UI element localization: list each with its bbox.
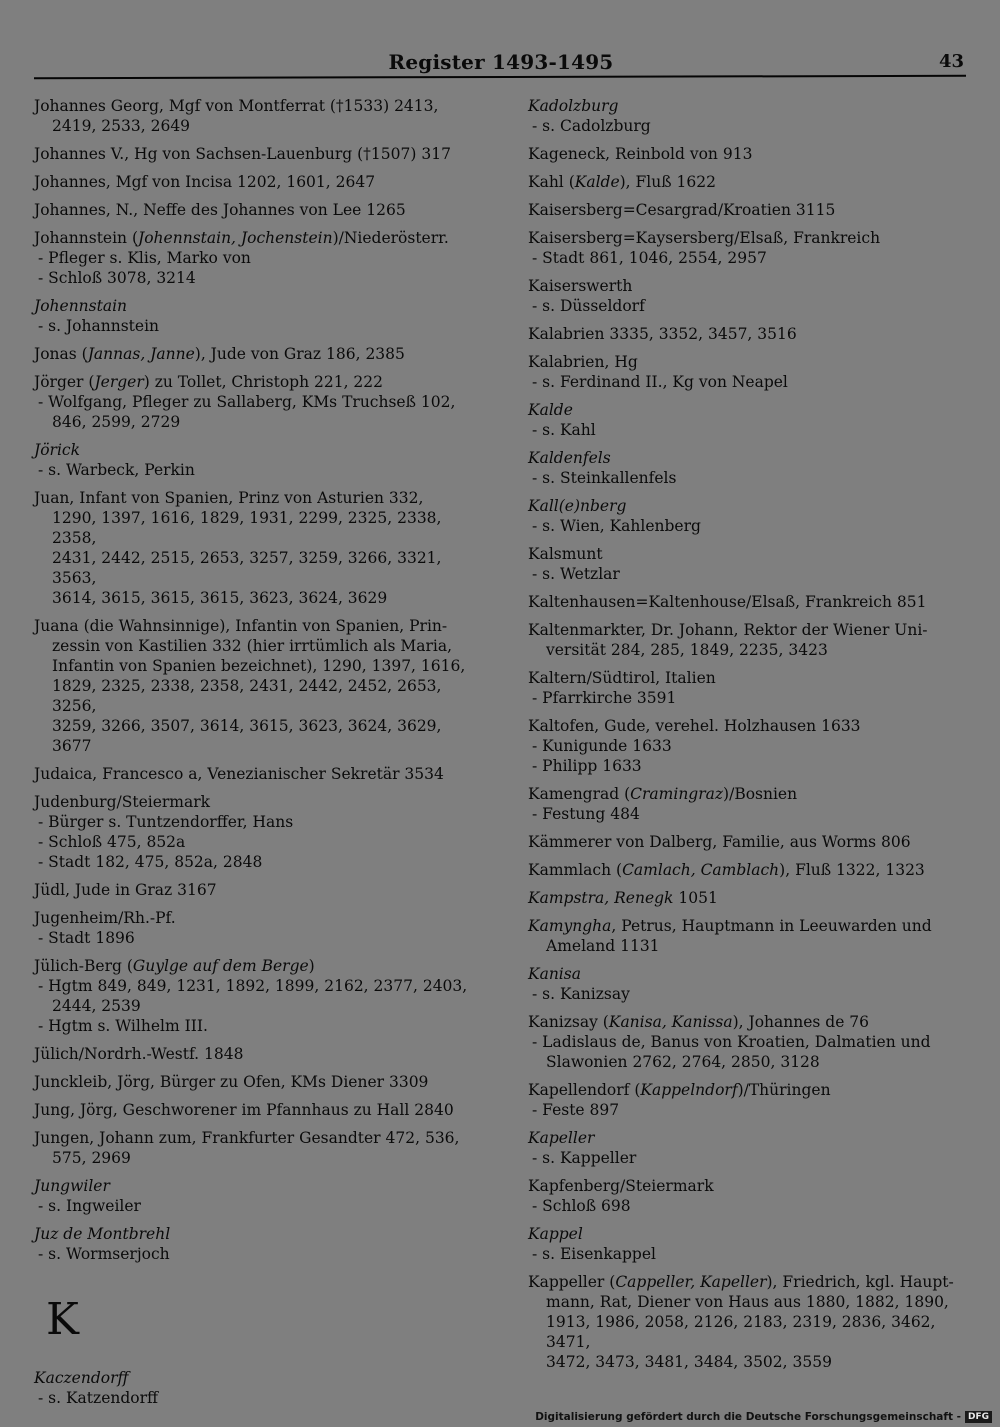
section-letter: K [46, 1294, 79, 1345]
heading-part: Kampstra, Renegk [528, 889, 674, 907]
sub-entry: - s. Katzendorff [38, 1389, 159, 1407]
continuation-line: 846, 2599, 2729 [52, 413, 181, 431]
entry-heading: Jörick [34, 441, 80, 459]
sub-entry: - Hgtm 849, 849, 1231, 1892, 1899, 2162, 2377, 2403, [38, 977, 468, 995]
index-entry [34, 296, 472, 336]
heading-part: 1051 [673, 889, 718, 907]
entry-heading: Kaltenmarkter, Dr. Johann, Rektor der Wiener Uni- [528, 621, 928, 639]
continuation-line: 1913, 1986, 2058, 2126, 2183, 2319, 2836, 3462, 3471, [546, 1313, 936, 1351]
entry-heading: Judenburg/Steiermark [34, 793, 211, 811]
entry-heading: Jungen, Johann zum, Frankfurter Gesandter 472, 536, [34, 1129, 460, 1147]
index-entry [528, 668, 966, 708]
index-entry [34, 1100, 472, 1120]
index-entry [34, 792, 472, 872]
entry-heading: Juan, Infant von Spanien, Prinz von Asturien 332, [34, 489, 424, 507]
sub-entry: - s. Kanizsay [532, 985, 630, 1003]
index-entry [34, 908, 472, 948]
index-entry [528, 1128, 966, 1168]
heading-part: Cramingraz [630, 785, 724, 803]
index-entry [34, 372, 472, 432]
sub-entry: - Schloß 698 [532, 1197, 631, 1215]
index-entry [528, 860, 966, 880]
left-entry-list [34, 96, 472, 1264]
continuation-line: Slawonien 2762, 2764, 2850, 3128 [546, 1053, 820, 1071]
sub-entry: - s. Steinkallenfels [532, 469, 677, 487]
right-entry-list [528, 96, 966, 1372]
entry-heading: Kapeller [528, 1129, 595, 1147]
entry-heading: Kaiserswerth [528, 277, 633, 295]
entry-heading: Kaczendorff [34, 1369, 129, 1387]
entry-heading: Jugenheim/Rh.-Pf. [34, 909, 176, 927]
footer-credit [535, 1411, 992, 1423]
continuation-line: Ameland 1131 [546, 937, 660, 955]
index-entry [34, 1176, 472, 1216]
footer-text: Digitalisierung gefördert durch die Deutsche Forschungsgemeinschaft - [535, 1411, 961, 1423]
sub-entry: - Kunigunde 1633 [532, 737, 672, 755]
continuation-line: 1829, 2325, 2338, 2358, 2431, 2442, 2452, 2653, 3256, [52, 677, 442, 715]
sub-entry: - Wolfgang, Pfleger zu Sallaberg, KMs Truchseß 102, [38, 393, 456, 411]
continuation-line: Infantin von Spanien bezeichnet), 1290, 1397, 1616, [52, 657, 466, 675]
entry-heading: Kalabrien 3335, 3352, 3457, 3516 [528, 325, 797, 343]
entry-heading [528, 1012, 966, 1032]
sub-entry: - s. Kappeller [532, 1149, 637, 1167]
sub-entry: - s. Düsseldorf [532, 297, 645, 315]
heading-part: Kapellendorf ( [528, 1081, 641, 1099]
entry-heading: Kalsmunt [528, 545, 603, 563]
sub-entry: - Festung 484 [532, 805, 640, 823]
index-entry [528, 1224, 966, 1264]
index-entry [34, 200, 472, 220]
sub-entry: - Pfarrkirche 3591 [532, 689, 677, 707]
continuation-line: 2419, 2533, 2649 [52, 117, 191, 135]
heading-part: Kanizsay ( [528, 1013, 609, 1031]
entry-heading [528, 860, 966, 880]
sub-entry: - Stadt 1896 [38, 929, 135, 947]
page-number: 43 [938, 51, 964, 72]
index-entry [34, 616, 472, 756]
entry-heading: Kanisa [528, 965, 581, 983]
index-entry [34, 1224, 472, 1264]
entry-heading [34, 228, 472, 248]
index-entry [528, 784, 966, 824]
sub-entry: - s. Ferdinand II., Kg von Neapel [532, 373, 788, 391]
entry-heading [34, 956, 472, 976]
left-after-letter-list [34, 1368, 472, 1408]
index-entry [528, 144, 966, 164]
continuation-line: 575, 2969 [52, 1149, 131, 1167]
heading-part: Jülich-Berg ( [34, 957, 133, 975]
index-entry [528, 448, 966, 488]
index-entry [528, 324, 966, 344]
entry-heading: Johannes, Mgf von Incisa 1202, 1601, 2647 [34, 173, 376, 191]
sub-entry: - s. Eisenkappel [532, 1245, 656, 1263]
dfg-logo: DFG [965, 1411, 992, 1423]
entry-heading: Kalde [528, 401, 573, 419]
entry-heading: Kapfenberg/Steiermark [528, 1177, 714, 1195]
index-entry [528, 352, 966, 392]
entry-heading: Kadolzburg [528, 97, 619, 115]
index-entry [528, 96, 966, 136]
entry-heading [528, 784, 966, 804]
index-entry [528, 200, 966, 220]
heading-part: Kanisa, Kanissa [608, 1013, 733, 1031]
entry-heading: Kaltenhausen=Kaltenhouse/Elsaß, Frankreich 851 [528, 593, 927, 611]
heading-part: Kammlach ( [528, 861, 623, 879]
index-entry [34, 96, 472, 136]
index-entry [34, 344, 472, 364]
heading-part: ) [308, 957, 315, 975]
entry-heading: Kaisersberg=Cesargrad/Kroatien 3115 [528, 201, 836, 219]
entry-heading [528, 888, 966, 908]
entry-heading: Kappel [528, 1225, 583, 1243]
heading-part: )/Thüringen [737, 1081, 831, 1099]
index-entry [528, 276, 966, 316]
sub-entry: - Hgtm s. Wilhelm III. [38, 1017, 208, 1035]
continuation-line: versität 284, 285, 1849, 2235, 3423 [546, 641, 828, 659]
sub-entry: - Feste 897 [532, 1101, 620, 1119]
heading-part: )/Bosnien [723, 785, 798, 803]
entry-heading [528, 916, 966, 936]
index-entry [528, 1080, 966, 1120]
heading-part: ) zu Tollet, Christoph 221, 222 [143, 373, 384, 391]
index-entry [528, 1272, 966, 1372]
index-entry [34, 1044, 472, 1064]
index-entry [528, 888, 966, 908]
index-entry [34, 764, 472, 784]
heading-part: ), Fluß 1322, 1323 [779, 861, 925, 879]
heading-part: Cappeller, Kapeller [615, 1273, 767, 1291]
entry-heading [528, 1080, 966, 1100]
entry-heading: Juz de Montbrehl [34, 1225, 171, 1243]
heading-part: Kalde [574, 173, 620, 191]
heading-part: Guylge auf dem Berge [132, 957, 309, 975]
heading-part: Kappeller ( [528, 1273, 616, 1291]
heading-part: Jonas ( [34, 345, 88, 363]
entry-heading: Kalabrien, Hg [528, 353, 638, 371]
continuation-line: 2431, 2442, 2515, 2653, 3257, 3259, 3266, 3321, 3563, [52, 549, 442, 587]
sub-entry: - s. Wien, Kahlenberg [532, 517, 701, 535]
sub-entry: - s. Ingweiler [38, 1197, 141, 1215]
index-entry [528, 544, 966, 584]
index-entry [34, 1072, 472, 1092]
heading-part: Kamyngha [528, 917, 612, 935]
continuation-line: zessin von Kastilien 332 (hier irrtümlich als Maria, [52, 637, 452, 655]
entry-heading: Jülich/Nordrh.-Westf. 1848 [34, 1045, 244, 1063]
sub-entry: - Stadt 182, 475, 852a, 2848 [38, 853, 263, 871]
heading-part: Kappelndorf [640, 1081, 738, 1099]
entry-heading: Johannes V., Hg von Sachsen-Lauenburg (†1507) 317 [34, 145, 451, 163]
index-entry [528, 172, 966, 192]
sub-entry: - s. Wormserjoch [38, 1245, 170, 1263]
entry-heading [528, 1272, 966, 1292]
heading-part: )/Niederösterr. [332, 229, 449, 247]
heading-part: , Petrus, Hauptmann in Leeuwarden und [611, 917, 932, 935]
entry-heading: Kaisersberg=Kaysersberg/Elsaß, Frankreich [528, 229, 881, 247]
entry-heading [34, 372, 472, 392]
sub-entry: - Schloß 3078, 3214 [38, 269, 196, 287]
heading-part: Jerger [94, 373, 144, 391]
entry-heading: Johannes, N., Neffe des Johannes von Lee 1265 [34, 201, 406, 219]
index-entry [528, 592, 966, 612]
continuation-line: mann, Rat, Diener von Haus aus 1880, 1882, 1890, [546, 1293, 949, 1311]
index-entry [528, 964, 966, 1004]
index-entry [528, 400, 966, 440]
sub-entry: - Schloß 475, 852a [38, 833, 186, 851]
index-entry [528, 1176, 966, 1216]
sub-entry: - Philipp 1633 [532, 757, 642, 775]
heading-part: Camlach, Camblach [622, 861, 780, 879]
index-entry [34, 488, 472, 608]
right-column [528, 96, 966, 1380]
index-entry [34, 880, 472, 900]
index-entry [528, 1012, 966, 1072]
sub-entry: - s. Warbeck, Perkin [38, 461, 195, 479]
index-entry [528, 228, 966, 268]
sub-entry: - Bürger s. Tuntzendorffer, Hans [38, 813, 294, 831]
sub-entry: - Pfleger s. Klis, Marko von [38, 249, 251, 267]
continuation-line: 2444, 2539 [52, 997, 141, 1015]
entry-heading: Junckleib, Jörg, Bürger zu Ofen, KMs Diener 3309 [34, 1073, 429, 1091]
heading-part: Jannas, Janne [87, 345, 195, 363]
index-entry [34, 440, 472, 480]
heading-part: Jörger ( [34, 373, 95, 391]
sub-entry: - s. Wetzlar [532, 565, 620, 583]
heading-part: ), Friedrich, kgl. Haupt- [766, 1273, 954, 1291]
entry-heading: Kageneck, Reinbold von 913 [528, 145, 753, 163]
heading-part: Kamengrad ( [528, 785, 631, 803]
sub-entry: - Stadt 861, 1046, 2554, 2957 [532, 249, 767, 267]
entry-heading: Kaltofen, Gude, verehel. Holzhausen 1633 [528, 717, 861, 735]
continuation-line: 1290, 1397, 1616, 1829, 1931, 2299, 2325, 2338, 2358, [52, 509, 442, 547]
left-column [34, 96, 472, 1416]
index-entry [528, 716, 966, 776]
index-entry [34, 228, 472, 288]
heading-part: ), Johannes de 76 [732, 1013, 870, 1031]
heading-part: Johennstain, Jochenstein [138, 229, 333, 247]
continuation-line: 3614, 3615, 3615, 3615, 3623, 3624, 3629 [52, 589, 388, 607]
entry-heading: Johennstain [34, 297, 128, 315]
entry-heading: Kaltern/Südtirol, Italien [528, 669, 716, 687]
entry-heading: Jungwiler [34, 1177, 110, 1195]
entry-heading: Kall(e)nberg [528, 497, 627, 515]
heading-part: Johannstein ( [34, 229, 139, 247]
heading-part: Kahl ( [528, 173, 575, 191]
entry-heading: Judaica, Francesco a, Venezianischer Sekretär 3534 [34, 765, 444, 783]
index-entry [528, 832, 966, 852]
heading-part: ), Jude von Graz 186, 2385 [194, 345, 405, 363]
entry-heading: Johannes Georg, Mgf von Montferrat (†1533) 2413, [34, 97, 439, 115]
sub-entry: - s. Cadolzburg [532, 117, 651, 135]
index-entry [34, 1368, 472, 1408]
entry-heading: Juana (die Wahnsinnige), Infantin von Spanien, Prin- [34, 617, 448, 635]
register-title: Register 1493-1495 [388, 50, 614, 74]
index-entry [34, 172, 472, 192]
index-entry [34, 144, 472, 164]
entry-heading [34, 344, 472, 364]
index-entry [528, 916, 966, 956]
index-entry [528, 496, 966, 536]
sub-entry: - s. Kahl [532, 421, 596, 439]
index-entry [34, 956, 472, 1036]
sub-entry: - s. Johannstein [38, 317, 160, 335]
entry-heading: Jüdl, Jude in Graz 3167 [34, 881, 217, 899]
entry-heading: Kaldenfels [528, 449, 611, 467]
heading-part: ), Fluß 1622 [619, 173, 716, 191]
running-header [36, 50, 966, 78]
entry-heading: Jung, Jörg, Geschworener im Pfannhaus zu Hall 2840 [34, 1101, 454, 1119]
entry-heading: Kämmerer von Dalberg, Familie, aus Worms 806 [528, 833, 911, 851]
sub-entry: - Ladislaus de, Banus von Kroatien, Dalmatien und [532, 1033, 931, 1051]
continuation-line: 3472, 3473, 3481, 3484, 3502, 3559 [546, 1353, 832, 1371]
index-entry [34, 1128, 472, 1168]
index-entry [528, 620, 966, 660]
entry-heading [528, 172, 966, 192]
continuation-line: 3259, 3266, 3507, 3614, 3615, 3623, 3624, 3629, 3677 [52, 717, 442, 755]
